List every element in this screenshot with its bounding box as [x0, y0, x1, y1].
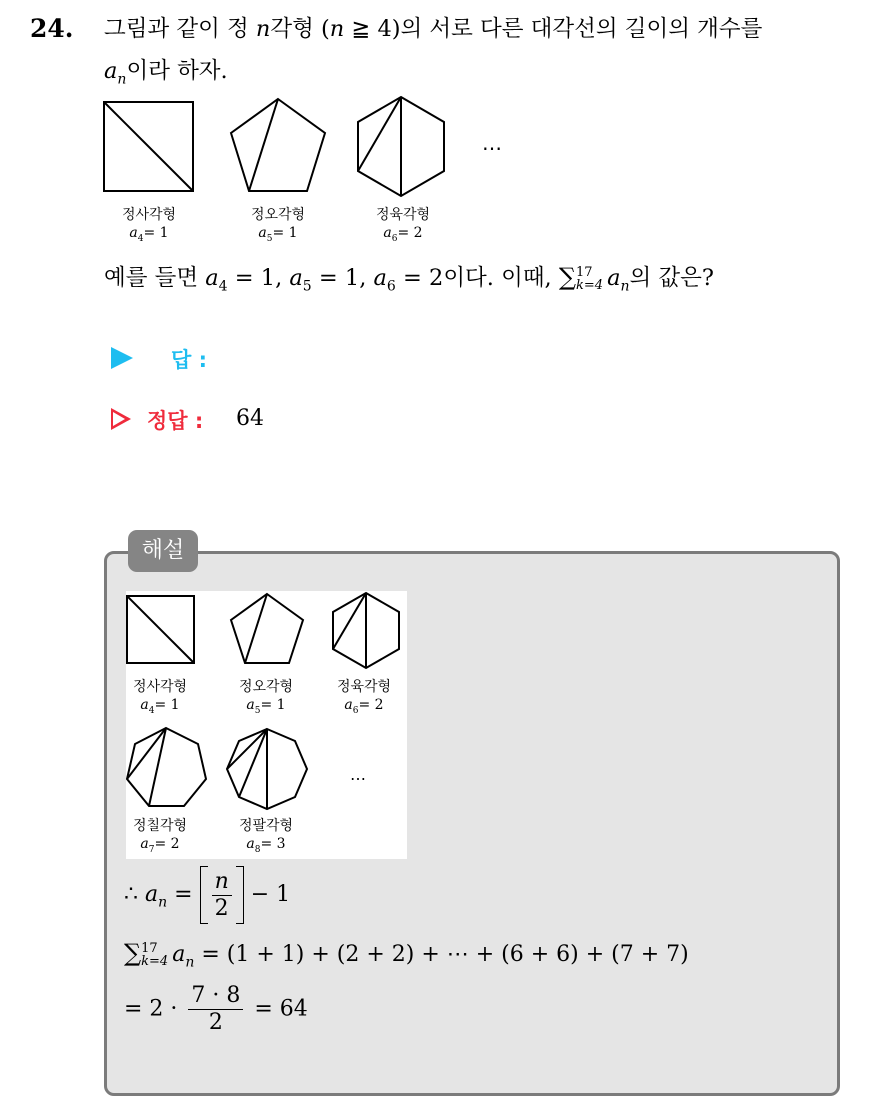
- floor-bracket-right: [236, 866, 244, 924]
- floor-bracket-left: [200, 866, 208, 924]
- sol-caption-square-var: a: [140, 697, 149, 713]
- sol-caption-octagon-value: = 3: [260, 836, 286, 852]
- caption-hexagon-value: = 2: [397, 225, 423, 241]
- sol-caption-octagon-sub: 8: [254, 844, 261, 855]
- caption-square: [104, 206, 194, 242]
- sol1-frac-num: n: [214, 868, 229, 894]
- caption-square-value: = 1: [143, 225, 169, 241]
- correct-answer-arrow-inner: [113, 412, 125, 426]
- answer-label: 답 :: [171, 348, 207, 372]
- sol-square-figure: [127, 596, 194, 663]
- question-text-1a: 그림과 같이 정: [104, 16, 256, 42]
- sol-heptagon-figure: [127, 728, 206, 806]
- sol1-var: a: [145, 882, 159, 907]
- caption-hexagon-sub: 6: [391, 233, 398, 244]
- sol2-var: a: [172, 942, 186, 967]
- example-an-sub: n: [620, 278, 630, 295]
- sol-caption-pentagon: [221, 678, 311, 714]
- sol-caption-pentagon-name: 정오각형: [238, 679, 294, 695]
- sol2-sum-symbol: ∑: [124, 939, 142, 967]
- sol3-prefix: = 2 ·: [124, 996, 185, 1022]
- sol3-tail: = 64: [247, 996, 308, 1022]
- solution-figure-panel: [126, 591, 407, 859]
- question-figures: [100, 94, 460, 200]
- sol-caption-square-sub: 4: [148, 705, 155, 716]
- solution-line-3: [124, 983, 308, 1036]
- caption-hexagon-name: 정육각형: [375, 207, 431, 223]
- sol-caption-pentagon-value: = 1: [260, 697, 286, 713]
- caption-square-sub: 4: [137, 233, 144, 244]
- sol-caption-hexagon-name: 정육각형: [336, 679, 392, 695]
- example-sum-symbol: ∑: [558, 263, 577, 291]
- sol-caption-octagon: [221, 817, 311, 853]
- sol3-frac-den: 2: [188, 1009, 243, 1036]
- caption-square-name: 정사각형: [121, 207, 177, 223]
- sol3-frac-num: 7 · 8: [191, 983, 241, 1008]
- pentagon-figure: [231, 99, 325, 191]
- sol3-fraction: [188, 983, 243, 1036]
- sol-caption-octagon-name: 정팔각형: [238, 818, 294, 834]
- caption-pentagon-value: = 1: [272, 225, 298, 241]
- caption-pentagon: [233, 206, 323, 242]
- example-text-c: = 1,: [227, 265, 290, 291]
- caption-hexagon-var: a: [383, 225, 392, 241]
- hexagon-figure: [358, 97, 444, 196]
- question-example-line: [104, 262, 714, 293]
- question-ellipsis: ⋯: [482, 136, 502, 160]
- example-an: a: [607, 265, 621, 291]
- caption-square-var: a: [129, 225, 138, 241]
- sol2-sub: n: [185, 954, 195, 971]
- example-text-e: = 1,: [311, 265, 374, 291]
- sol2-sum-lower: k=4: [141, 954, 169, 969]
- sol2-rest: = (1 + 1) + (2 + 2) + ⋯ + (6 + 6) + (7 + 7): [194, 942, 689, 967]
- question-text-1c: ≧ 4)의 서로 다른 대각선의 길이의 개수를: [344, 16, 763, 42]
- example-text-g: = 2이다. 이때,: [395, 265, 559, 291]
- sol1-fraction: [212, 869, 232, 922]
- sol-caption-square: [115, 678, 205, 714]
- sol-octagon-figure: [227, 729, 307, 809]
- sol1-sub: n: [158, 894, 168, 911]
- example-a4: a: [205, 265, 219, 291]
- an-var: a: [104, 58, 118, 84]
- question-text-1n: n: [255, 16, 271, 42]
- caption-pentagon-sub: 5: [266, 233, 273, 244]
- sol1-prefix: ∴: [124, 882, 145, 907]
- example-text-i: 의 값은?: [629, 265, 714, 291]
- sol-caption-hexagon-sub: 6: [352, 705, 359, 716]
- sol-caption-square-value: = 1: [154, 697, 180, 713]
- example-a5-sub: 5: [302, 278, 312, 295]
- caption-hexagon: [358, 206, 448, 242]
- example-sum-limits: [576, 266, 603, 292]
- example-sum-lower: k=4: [576, 278, 604, 293]
- solution-tag: 해설: [128, 530, 198, 572]
- sol-caption-heptagon: [115, 817, 205, 853]
- question-line-1: [104, 14, 762, 44]
- correct-answer-value: 64: [236, 406, 264, 431]
- caption-pentagon-name: 정오각형: [250, 207, 306, 223]
- sol-caption-hexagon: [319, 678, 409, 714]
- solution-line-2: [124, 939, 689, 971]
- question-text-2: 이라 하자.: [126, 58, 228, 84]
- solution-ellipsis: ⋯: [350, 769, 366, 788]
- sol-caption-heptagon-var: a: [140, 836, 149, 852]
- sol-caption-heptagon-sub: 7: [148, 844, 155, 855]
- sol-pentagon-figure: [231, 594, 303, 663]
- sol-caption-heptagon-value: = 2: [154, 836, 180, 852]
- example-text-a: 예를 들면: [104, 265, 206, 291]
- sol-caption-heptagon-name: 정칠각형: [132, 818, 188, 834]
- sol-caption-hexagon-value: = 2: [358, 697, 384, 713]
- an-sub: n: [117, 71, 127, 88]
- example-a6: a: [373, 265, 387, 291]
- question-text-1b: 각형 (: [270, 16, 330, 42]
- sol-caption-pentagon-sub: 5: [254, 705, 261, 716]
- example-sum-upper: 17: [576, 265, 593, 280]
- correct-answer-label: 정답 :: [147, 409, 204, 433]
- sol1-eq: =: [167, 882, 200, 907]
- example-a4-sub: 4: [218, 278, 228, 295]
- sol-hexagon-figure: [333, 593, 399, 668]
- sol-caption-octagon-var: a: [246, 836, 255, 852]
- solution-line-1: [124, 866, 290, 924]
- example-a5: a: [289, 265, 303, 291]
- answer-arrow-icon: [111, 347, 133, 369]
- sol2-sum-limits: [141, 942, 168, 968]
- sol2-sum-upper: 17: [141, 941, 158, 956]
- sol1-frac-den: 2: [212, 895, 232, 922]
- sol-caption-hexagon-var: a: [344, 697, 353, 713]
- sol1-tail: − 1: [243, 882, 291, 907]
- square-figure: [104, 102, 193, 191]
- question-line-2: [104, 56, 228, 86]
- sol-caption-pentagon-var: a: [246, 697, 255, 713]
- caption-pentagon-var: a: [258, 225, 267, 241]
- question-number: 24.: [30, 14, 74, 43]
- sol-caption-square-name: 정사각형: [132, 679, 188, 695]
- example-a6-sub: 6: [386, 278, 396, 295]
- question-text-1n2: n: [329, 16, 345, 42]
